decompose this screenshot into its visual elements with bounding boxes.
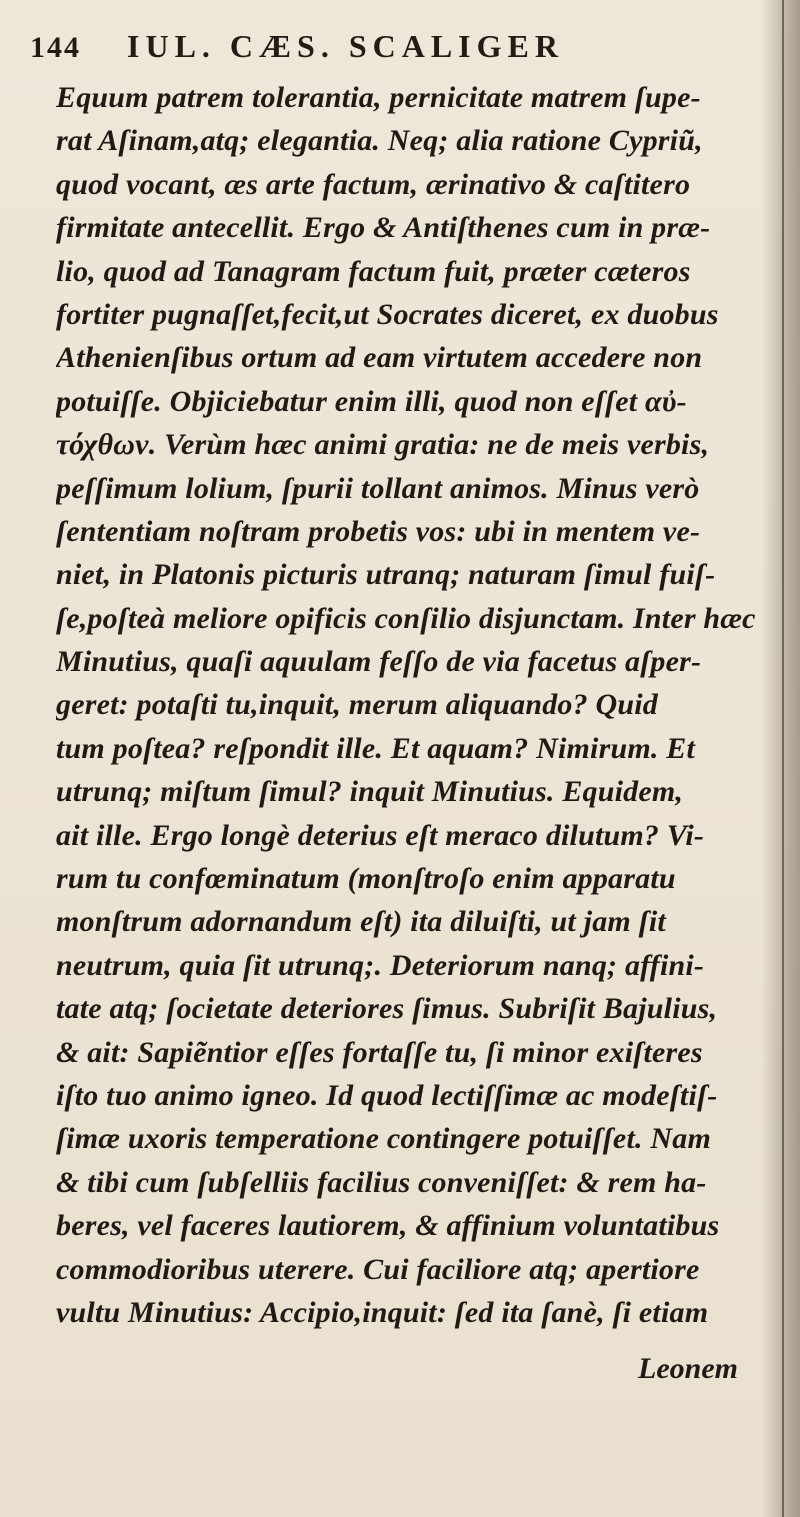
text-line: neutrum, quia ſit utrunq;. Deteriorum nanq; affini- bbox=[56, 948, 705, 982]
text-line: rum tu confœminatum (monſtroſo enim apparatu bbox=[56, 862, 676, 896]
text-line: tum poſtea? reſpondit ille. Et aquam? Nimirum. Et bbox=[56, 731, 696, 765]
gutter-shadow bbox=[762, 0, 800, 1517]
text-line: Equum patrem tolerantia, pernicitate matrem ſupe- bbox=[56, 81, 701, 114]
text-line: ait ille. Ergo longè deterius eſt meraco dilutum? Vi- bbox=[56, 818, 705, 852]
text-line: commodioribus uterere. Cui faciliore atq; apertiore bbox=[56, 1252, 700, 1286]
catchword: Leonem bbox=[638, 1352, 738, 1385]
text-line: lio, quod ad Tanagram factum fuit, præter cæteros bbox=[56, 254, 691, 288]
text-line: vultu Minutius: Accipio,inquit: ſed ita ſanè, ſi etiam bbox=[56, 1295, 709, 1329]
text-line: ſententiam noſtram probetis vos: ubi in mentem ve- bbox=[56, 514, 701, 548]
text-line: peſſimum lolium, ſpurii tollant animos. Minus verò bbox=[56, 471, 700, 505]
text-line: beres, vel faceres lautiorem, & affinium voluntatibus bbox=[56, 1209, 720, 1243]
text-line: geret: potaſti tu,inquit, merum aliquando? Quid bbox=[56, 688, 658, 722]
text-line: quod vocant, æs arte factum, ærinativo & caſtitero bbox=[56, 167, 691, 201]
text-line: & tibi cum ſubſelliis facilius conveniſſet: & rem ha- bbox=[56, 1165, 707, 1199]
running-head: IUL. CÆS. SCALIGER bbox=[127, 28, 564, 64]
text-line: firmitate antecellit. Ergo & Antiſthenes cum in præ- bbox=[56, 211, 711, 245]
page-number: 144 bbox=[30, 31, 81, 64]
text-line: τόχθων. Verùm hæc animi gratia: ne de meis verbis, bbox=[56, 428, 710, 462]
text-line: rat Aſinam,atq; elegantia. Neq; alia ratione Cypriũ, bbox=[56, 124, 703, 158]
text-line: utrunq; miſtum ſimul? inquit Minutius. Equidem, bbox=[56, 775, 684, 809]
text-line: fortiter pugnaſſet,fecit,ut Socrates diceret, ex duobus bbox=[56, 297, 719, 331]
text-line: monſtrum adornandum eſt) ita diluiſti, ut jam ſit bbox=[56, 905, 666, 939]
text-line: ſimæ uxoris temperatione contingere potuiſſet. Nam bbox=[56, 1122, 711, 1156]
gutter-edge bbox=[782, 0, 784, 1517]
text-line: ſe,poſteà meliore opificis conſilio disjunctam. Inter hæc bbox=[56, 601, 756, 635]
text-line: Minutius, quaſi aquulam feſſo de via facetus aſper- bbox=[56, 645, 702, 679]
text-line: & ait: Sapiẽntior eſſes fortaſſe tu, ſi minor exiſteres bbox=[56, 1035, 703, 1069]
text-line: potuiſſe. Objiciebatur enim illi, quod non eſſet αὐ- bbox=[56, 384, 687, 418]
page-header bbox=[30, 28, 770, 72]
text-line: tate atq; ſocietate deteriores ſimus. Subriſit Bajulius, bbox=[56, 992, 718, 1026]
body-text bbox=[56, 76, 756, 1334]
text-line: Athenienſibus ortum ad eam virtutem accedere non bbox=[56, 341, 703, 375]
text-line: niet, in Platonis picturis utranq; naturam ſimul fuiſ- bbox=[56, 558, 716, 592]
text-line: iſto tuo animo igneo. Id quod lectiſſimæ ac modeſtiſ- bbox=[56, 1078, 718, 1112]
